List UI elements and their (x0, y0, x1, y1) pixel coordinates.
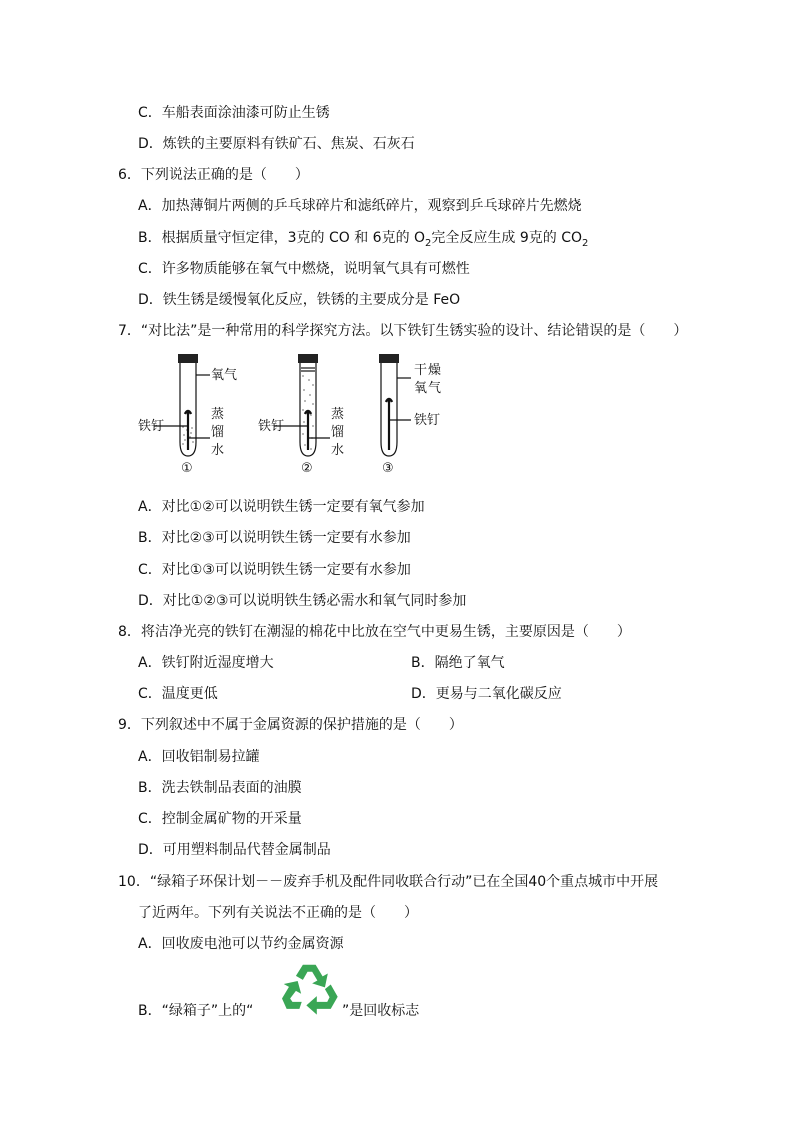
q6-option-b-mid: 完全反应生成 9克的 CO (431, 230, 583, 246)
test-tube-2 (274, 354, 330, 456)
tube1-gas-label: 氧气 (211, 368, 238, 383)
q6-option-b-prefix: B．根据质量守恒定律，3克的 CO 和 6克的 O (138, 230, 426, 246)
q10-stem-line-1: 10．“绿箱子环保计划－－废弃手机及配件同收联合行动”已在全国40个重点城市中开展 (118, 874, 659, 890)
q9-stem: 9．下列叙述中不属于金属资源的保护措施的是（ ） (118, 717, 463, 733)
q6-option-c: C．许多物质能够在氧气中燃烧，说明氧气具有可燃性 (138, 261, 470, 277)
q7-option-b: B．对比②③可以说明铁生锈一定要有水参加 (138, 530, 411, 546)
tube2-water-label-3: 水 (331, 443, 345, 458)
q6-option-a: A．加热薄铜片两侧的乒乓球碎片和滤纸碎片，观察到乒乓球碎片先燃烧 (138, 198, 582, 214)
q6-stem: 6．下列说法正确的是（ ） (118, 167, 309, 183)
q7-option-c: C．对比①③可以说明铁生锈一定要有水参加 (138, 562, 411, 578)
tube1-water-label-1: 蒸 (211, 407, 225, 422)
tube3-gas-label-1: 干 (414, 363, 428, 378)
q6-option-b (138, 228, 588, 254)
q6-option-b-sub1: 2 (425, 237, 432, 249)
q6-option-b-sub2: 2 (582, 237, 589, 249)
q10-stem-line-2: 了近两年。下列有关说法不正确的是（ ） (138, 905, 418, 921)
recycle-icon (282, 960, 340, 1016)
tube2-water-label-2: 馏 (331, 425, 345, 440)
tube3-gas-label-3: 氧 (414, 381, 428, 396)
q5-option-d: D．炼铁的主要原料有铁矿石、焦炭、石灰石 (138, 136, 415, 152)
q10-option-b-suffix: ”是回收标志 (342, 1003, 420, 1019)
q7-stem: 7．“对比法”是一种常用的科学探究方法。以下铁钉生锈实验的设计、结论错误的是（ ） (118, 323, 688, 339)
q9-option-c: C．控制金属矿物的开采量 (138, 811, 302, 827)
q7-option-d: D．对比①②③可以说明铁生锈必需水和氧气同时参加 (138, 593, 467, 609)
tube2-nail-label: 铁钉 (258, 419, 285, 434)
iron-nail-rust-experiment-figure (138, 352, 448, 480)
tube1-number: ① (181, 461, 193, 476)
q10-option-b-prefix: B．“绿箱子”上的“ (138, 1003, 254, 1019)
q6-option-d: D．铁生锈是缓慢氧化反应，铁锈的主要成分是 FeO (138, 292, 461, 308)
q8-option-a: A．铁钉附近湿度增大 (138, 655, 274, 671)
q9-option-a: A．回收铝制易拉罐 (138, 749, 260, 765)
q8-option-d: D．更易与二氧化碳反应 (411, 686, 562, 702)
q7-option-a: A．对比①②可以说明铁生锈一定要有氧气参加 (138, 499, 425, 515)
test-tube-3 (379, 354, 411, 456)
q9-option-d: D．可用塑料制品代替金属制品 (138, 842, 331, 858)
tube1-water-label-2: 馏 (211, 425, 225, 440)
q8-option-b: B．隔绝了氧气 (411, 655, 505, 671)
tube1-nail-label: 铁钉 (138, 419, 165, 434)
q8-stem: 8．将洁净光亮的铁钉在潮湿的棉花中比放在空气中更易生锈，主要原因是（ ） (118, 624, 631, 640)
tube2-water-label-1: 蒸 (331, 407, 345, 422)
tube1-water-label-3: 水 (211, 443, 225, 458)
tube3-gas-label-2: 燥 (428, 363, 442, 378)
test-tube-1 (154, 354, 210, 456)
q8-option-c: C．温度更低 (138, 686, 218, 702)
q9-option-b: B．洗去铁制品表面的油膜 (138, 780, 302, 796)
tube2-number: ② (301, 461, 313, 476)
q5-option-c: C．车船表面涂油漆可防止生锈 (138, 105, 330, 121)
tube3-gas-label-4: 气 (428, 381, 442, 396)
q10-option-a: A．回收废电池可以节约金属资源 (138, 936, 344, 952)
tube3-number: ③ (382, 461, 394, 476)
tube3-nail-label: 铁钉 (414, 413, 441, 428)
